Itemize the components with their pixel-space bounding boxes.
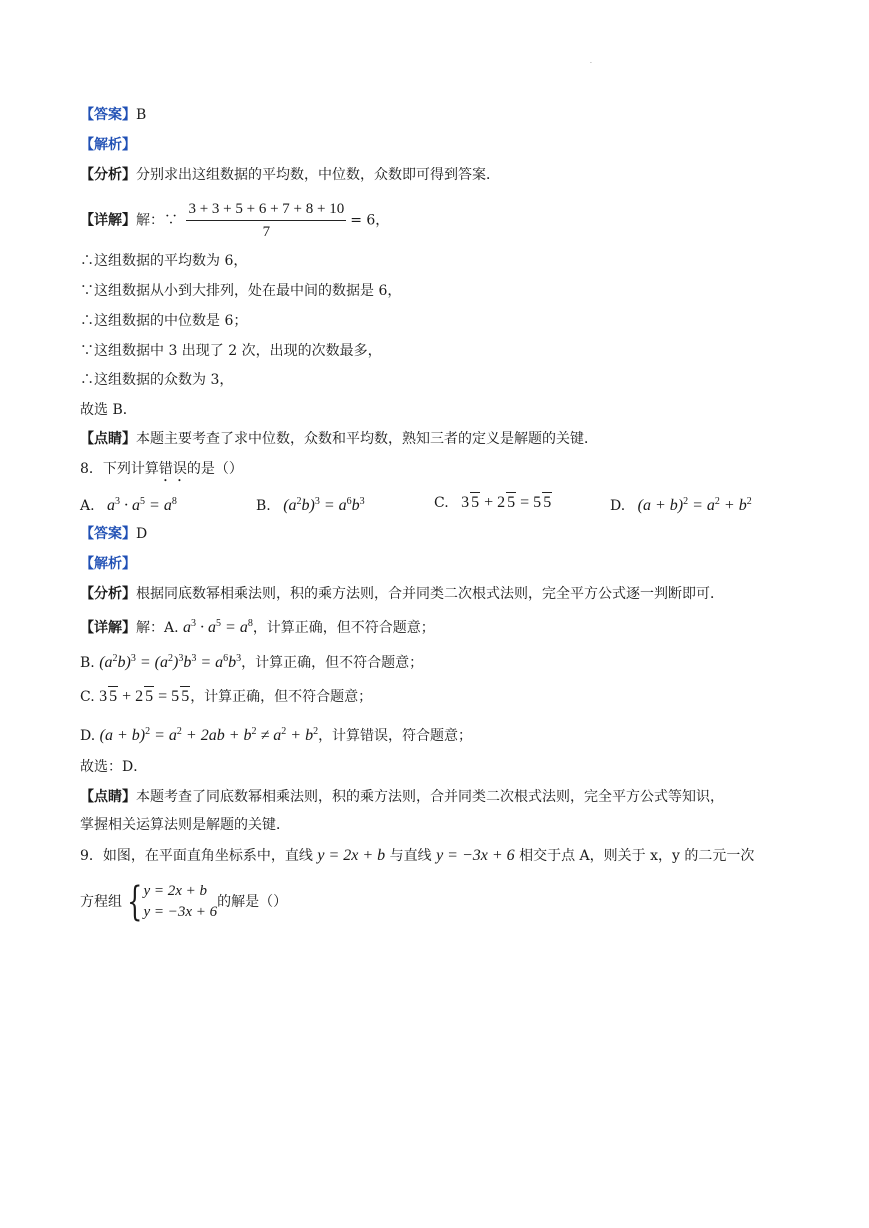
- q9-line2: y = −3x + 6: [436, 847, 515, 864]
- option-letter: A.: [80, 498, 95, 514]
- q9-stem-1: [80, 846, 809, 866]
- q8-detail-prefix: 解：A.: [136, 620, 179, 636]
- detail-label: 【详解】: [80, 212, 136, 229]
- q8-detail-b: B. $(a^2b)^3 = (a^2)^3b^3 = a^6b^3$，计算正确，但不符合题意；: [80, 653, 424, 671]
- q7-answer: B: [136, 107, 147, 123]
- mean-fraction: [186, 198, 346, 243]
- q8-options: [80, 492, 809, 516]
- system-eq-2: y = −3x + 6: [143, 904, 218, 920]
- q7-detail-line: [80, 198, 809, 243]
- q8-stem: [80, 459, 809, 485]
- q8-option-a: A. $a^3 \cdot a^5 = a^8$: [80, 496, 177, 514]
- option-letter: B.: [256, 498, 271, 514]
- q7-step: ∴这组数据的中位数是 6；: [80, 313, 248, 329]
- system-eq-1: y = 2x + b: [143, 883, 208, 899]
- detail-label: 【详解】: [80, 620, 136, 636]
- q8-fenxi-text: 根据同底数幂相乘法则，积的乘方法则，合并同类二次根式法则，完全平方公式逐一判断即可．: [136, 586, 724, 602]
- q8-analysis-line: [80, 554, 809, 574]
- q8-option-c: C. 3 5 + 2 5 = 5 5: [434, 494, 552, 511]
- analysis-label: 【解析】: [80, 556, 136, 572]
- judgement-d: ，计算错误，符合题意；: [318, 728, 473, 744]
- fraction-numerator: 3 + 3 + 5 + 6 + 7 + 8 + 10: [186, 198, 346, 221]
- system-brace: {: [127, 879, 143, 925]
- q8-conclusion: 故选：D．: [80, 759, 148, 775]
- answer-label: 【答案】: [80, 526, 136, 542]
- q9-line1: y = 2x + b: [317, 847, 386, 864]
- q8-detail-a: 【详解】解：A. $a^3 \cdot a^5 = a^8$，计算正确，但不符合题意；: [80, 618, 435, 636]
- q7-answer-line: [80, 105, 809, 125]
- q7-analysis-line: [80, 135, 809, 155]
- q8-stem-suffix: 的是（）: [186, 461, 243, 477]
- comment-label: 【点睛】: [80, 431, 136, 447]
- option-letter: C.: [80, 689, 95, 705]
- q8-answer-line: [80, 524, 809, 544]
- q7-step: ∵这组数据中 3 出现了 2 次，出现的次数最多，: [80, 343, 382, 359]
- q8-comment-line-2: 掌握相关运算法则是解题的关键．: [80, 817, 290, 833]
- q9-stem-mid: 与直线: [389, 848, 432, 864]
- q8-answer: D: [136, 526, 148, 542]
- fraction-result: = 6，: [350, 212, 390, 229]
- q8-stem-prefix: 8．下列计算: [80, 461, 159, 477]
- equation-system: [143, 881, 217, 923]
- q7-step: 故选 B．: [80, 402, 137, 418]
- q7-step: ∴这组数据的平均数为 6，: [80, 253, 248, 269]
- q8-comment-line: [80, 787, 809, 807]
- option-letter: D.: [610, 498, 626, 514]
- q9-stem-2-prefix: 方程组: [80, 894, 122, 910]
- q7-step: ∴这组数据的众数为 3，: [80, 372, 234, 388]
- q9-stem-2: [80, 880, 809, 924]
- option-letter: D.: [80, 728, 96, 744]
- q7-detail-prefix: 解：∵: [136, 212, 178, 229]
- corner-mark: ·: [590, 60, 592, 67]
- fenxi-label: 【分析】: [80, 167, 136, 183]
- judgement-b: ，计算正确，但不符合题意；: [241, 655, 424, 671]
- q7-fenxi-line: [80, 165, 809, 185]
- q7-comment-line: [80, 429, 809, 449]
- option-letter: B.: [80, 655, 95, 671]
- fenxi-label: 【分析】: [80, 586, 136, 602]
- q8-comment-text-1: 本题考查了同底数幂相乘法则，积的乘方法则，合并同类二次根式法则，完全平方公式等知识，: [136, 789, 724, 805]
- q8-fenxi-line: [80, 584, 809, 604]
- comment-label: 【点睛】: [80, 789, 136, 805]
- q8-option-d: D. $(a + b)^2 = a^2 + b^2$: [610, 496, 752, 514]
- judgement-a: ，计算正确，但不符合题意；: [252, 620, 435, 636]
- q7-fenxi-text: 分别求出这组数据的平均数，中位数，众数即可得到答案．: [136, 167, 500, 183]
- q8-option-b: B. $(a^2b)^3 = a^6b^3$: [256, 496, 365, 514]
- fraction-denominator: 7: [262, 224, 271, 240]
- q9-stem-prefix: 9．如图，在平面直角坐标系中，直线: [80, 848, 313, 864]
- q7-step: ∵这组数据从小到大排列，处在最中间的数据是 6，: [80, 283, 402, 299]
- q9-stem-suffix: 相交于点 A，则关于 x，y 的二元一次: [519, 848, 755, 864]
- option-letter: C.: [434, 495, 449, 511]
- q8-detail-c: C. 3 5 + 2 5 = 5 5，计算正确，但不符合题意；: [80, 688, 373, 705]
- q8-stem-emphasis: 错误: [158, 461, 187, 477]
- q7-comment-text: 本题主要考查了求中位数，众数和平均数，熟知三者的定义是解题的关键．: [136, 431, 598, 447]
- judgement-c: ，计算正确，但不符合题意；: [190, 689, 373, 705]
- answer-label: 【答案】: [80, 107, 136, 123]
- analysis-label: 【解析】: [80, 137, 136, 153]
- q8-detail-d: D. $(a + b)^2 = a^2 + 2ab + b^2 \ne a^2 + b^2$，计算错误，符合题意；: [80, 726, 473, 744]
- q9-stem-2-suffix: 的解是（）: [217, 894, 288, 910]
